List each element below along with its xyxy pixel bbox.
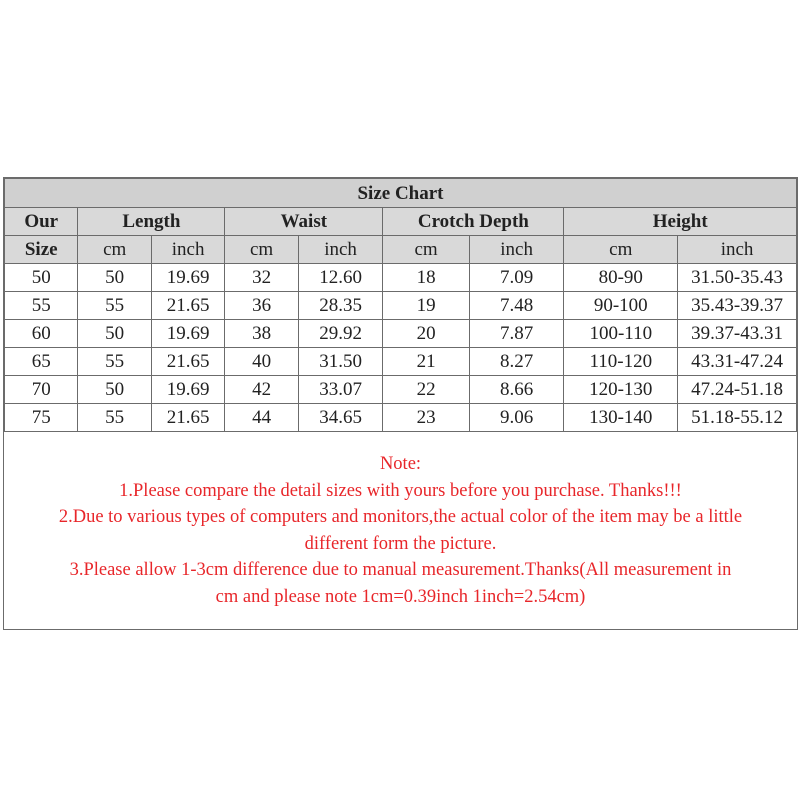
table-cell: 28.35 (298, 292, 383, 320)
table-cell: 33.07 (298, 376, 383, 404)
table-cell: 21.65 (151, 404, 224, 432)
table-cell: 75 (5, 404, 78, 432)
table-row (5, 320, 797, 348)
unit-header: cm (564, 236, 678, 264)
table-cell: 70 (5, 376, 78, 404)
table-cell: 40 (225, 348, 298, 376)
note-line: cm and please note 1cm=0.39inch 1inch=2.54cm) (215, 586, 586, 607)
unit-header: inch (678, 236, 797, 264)
table-cell: 39.37-43.31 (678, 320, 797, 348)
crotch-depth-header: Crotch Depth (383, 208, 564, 236)
table-cell: 47.24-51.18 (678, 376, 797, 404)
unit-header: cm (78, 236, 151, 264)
notes-section (4, 432, 797, 610)
table-cell: 51.18-55.12 (678, 404, 797, 432)
table-cell: 32 (225, 264, 298, 292)
table-cell: 36 (225, 292, 298, 320)
table-cell: 120-130 (564, 376, 678, 404)
table-cell: 60 (5, 320, 78, 348)
table-cell: 8.27 (469, 348, 564, 376)
table-cell: 55 (78, 292, 151, 320)
waist-header: Waist (225, 208, 383, 236)
table-cell: 44 (225, 404, 298, 432)
table-cell: 22 (383, 376, 470, 404)
table-cell: 19.69 (151, 320, 224, 348)
note-line: different form the picture. (304, 533, 497, 554)
unit-header: cm (225, 236, 298, 264)
table-cell: 50 (78, 376, 151, 404)
unit-header: inch (469, 236, 564, 264)
table-cell: 29.92 (298, 320, 383, 348)
size-table (4, 178, 797, 432)
table-cell: 9.06 (469, 404, 564, 432)
table-cell: 7.87 (469, 320, 564, 348)
height-header: Height (564, 208, 797, 236)
table-cell: 19 (383, 292, 470, 320)
note-line: 3.Please allow 1-3cm difference due to manual measurement.Thanks(All measurement in (69, 560, 732, 580)
note-line: 2.Due to various types of computers and monitors,the actual color of the item may be a little (58, 507, 743, 527)
table-cell: 50 (5, 264, 78, 292)
table-cell: 110-120 (564, 348, 678, 376)
table-cell: 55 (78, 404, 151, 432)
table-cell: 43.31-47.24 (678, 348, 797, 376)
table-cell: 31.50 (298, 348, 383, 376)
table-cell: 55 (78, 348, 151, 376)
table-row (5, 348, 797, 376)
table-cell: 50 (78, 264, 151, 292)
size-chart (3, 177, 798, 630)
table-cell: 23 (383, 404, 470, 432)
length-header: Length (78, 208, 225, 236)
table-cell: 7.48 (469, 292, 564, 320)
table-cell: 21.65 (151, 292, 224, 320)
table-row (5, 264, 797, 292)
table-cell: 19.69 (151, 376, 224, 404)
table-cell: 65 (5, 348, 78, 376)
table-cell: 31.50-35.43 (678, 264, 797, 292)
unit-header: inch (298, 236, 383, 264)
notes-heading: Note: (379, 454, 422, 474)
size-header-second-line: Size (5, 236, 78, 264)
table-cell: 19.69 (151, 264, 224, 292)
unit-header: cm (383, 236, 470, 264)
table-cell: 21 (383, 348, 470, 376)
table-cell: 55 (5, 292, 78, 320)
table-cell: 7.09 (469, 264, 564, 292)
size-header: Our (5, 208, 78, 236)
table-cell: 20 (383, 320, 470, 348)
table-cell: 90-100 (564, 292, 678, 320)
table-cell: 38 (225, 320, 298, 348)
table-cell: 35.43-39.37 (678, 292, 797, 320)
table-row (5, 404, 797, 432)
unit-header: inch (151, 236, 224, 264)
table-cell: 34.65 (298, 404, 383, 432)
table-cell: 50 (78, 320, 151, 348)
table-cell: 42 (225, 376, 298, 404)
table-cell: 130-140 (564, 404, 678, 432)
table-cell: 8.66 (469, 376, 564, 404)
note-line: 1.Please compare the detail sizes with yours before you purchase. Thanks!!! (119, 480, 682, 501)
table-cell: 100-110 (564, 320, 678, 348)
table-cell: 80-90 (564, 264, 678, 292)
table-cell: 21.65 (151, 348, 224, 376)
table-cell: 12.60 (298, 264, 383, 292)
table-title: Size Chart (5, 179, 797, 208)
table-row (5, 292, 797, 320)
table-cell: 18 (383, 264, 470, 292)
table-row (5, 376, 797, 404)
